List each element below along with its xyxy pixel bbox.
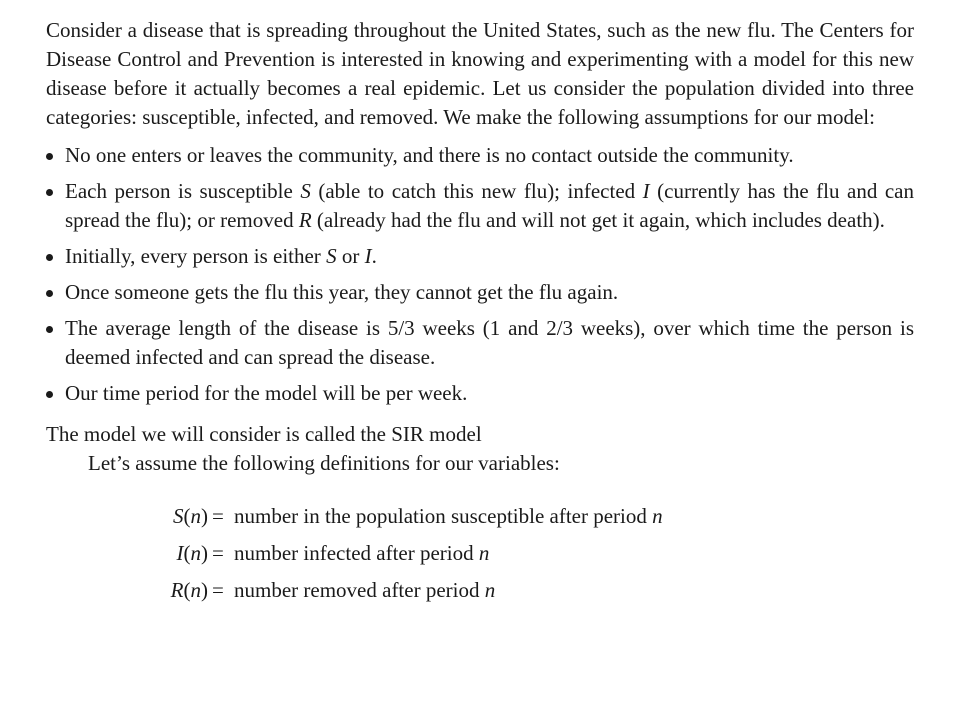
close-paren: ) (201, 504, 208, 528)
model-sentence: The model we will consider is called the SIR model (46, 422, 482, 446)
equals-sign: = (212, 578, 224, 602)
equation-block (46, 498, 914, 609)
bullet-icon (46, 153, 53, 160)
bullet-icon (46, 189, 53, 196)
open-paren: ( (183, 578, 191, 602)
assumption-text: (currently has the flu and can spread the flu); or removed (65, 179, 914, 232)
assumption-text: (able to catch this new flu); infected (310, 179, 643, 203)
equation-lhs (177, 535, 209, 572)
list-item (46, 314, 914, 372)
equation-rhs (234, 535, 489, 572)
list-item (46, 379, 914, 408)
equation-text: number removed after period (234, 578, 485, 602)
equation-rhs (234, 498, 663, 535)
assumption-text: The average length of the disease is 5/3 weeks (1 and 2/3 weeks), over which time the person is deemed infected and can spread the disease. (65, 316, 914, 369)
equation-row (46, 498, 914, 535)
function-symbol: S (173, 504, 184, 528)
bullet-icon (46, 290, 53, 297)
assumption-text: Our time period for the model will be per week. (65, 381, 468, 405)
assumption-text: No one enters or leaves the community, and there is no contact outside the community. (65, 143, 794, 167)
list-item (46, 242, 914, 271)
intro-paragraph: Consider a disease that is spreading throughout the United States, such as the new flu. The Centers for Disease Control and Prevention is interested in knowing and experimenting with a model for this new disease before it actually becomes a real epidemic. Let us consider the population divided into three categories: susceptible, infected, and removed. We make the following assumptions for our model: (46, 18, 914, 129)
equation-lhs (173, 498, 208, 535)
close-paren: ) (201, 578, 208, 602)
function-argument: n (190, 578, 201, 602)
open-paren: ( (183, 504, 191, 528)
list-item (46, 278, 914, 307)
equation-text: number infected after period (234, 541, 479, 565)
assumption-text: Each person is susceptible (65, 179, 301, 203)
math-variable: n (652, 504, 663, 528)
list-item (46, 177, 914, 235)
assumptions-list (46, 141, 914, 408)
equals-sign: = (212, 504, 224, 528)
assumption-text: . (371, 244, 377, 268)
assumption-text: Once someone gets the flu this year, they cannot get the flu again. (65, 280, 619, 304)
bullet-icon (46, 391, 53, 398)
function-argument: n (190, 541, 201, 565)
equation-rhs (234, 572, 495, 609)
math-variable: n (478, 541, 490, 565)
math-variable: S (326, 244, 337, 268)
math-variable: n (484, 578, 496, 602)
math-variable: S (300, 179, 311, 203)
close-paren: ) (201, 541, 208, 565)
equation-text: number in the population susceptible after period (234, 504, 653, 528)
equation-row (46, 572, 914, 609)
equals-sign: = (212, 541, 224, 565)
assumption-text: Initially, every person is either (65, 244, 327, 268)
function-symbol: R (170, 578, 184, 602)
equation-row (46, 535, 914, 572)
definitions-intro: Let’s assume the following definitions for our variables: (88, 451, 560, 475)
math-variable: I (364, 244, 372, 268)
function-argument: n (190, 504, 201, 528)
assumption-text: or (336, 244, 365, 268)
assumption-text: (already had the flu and will not get it again, which includes death). (311, 208, 885, 232)
math-variable: I (642, 179, 650, 203)
bullet-icon (46, 326, 53, 333)
list-item (46, 141, 914, 170)
math-variable: R (298, 208, 312, 232)
open-paren: ( (183, 541, 191, 565)
document-page (46, 16, 914, 609)
bullet-icon (46, 254, 53, 261)
function-symbol: I (176, 541, 184, 565)
equation-lhs (171, 572, 208, 609)
